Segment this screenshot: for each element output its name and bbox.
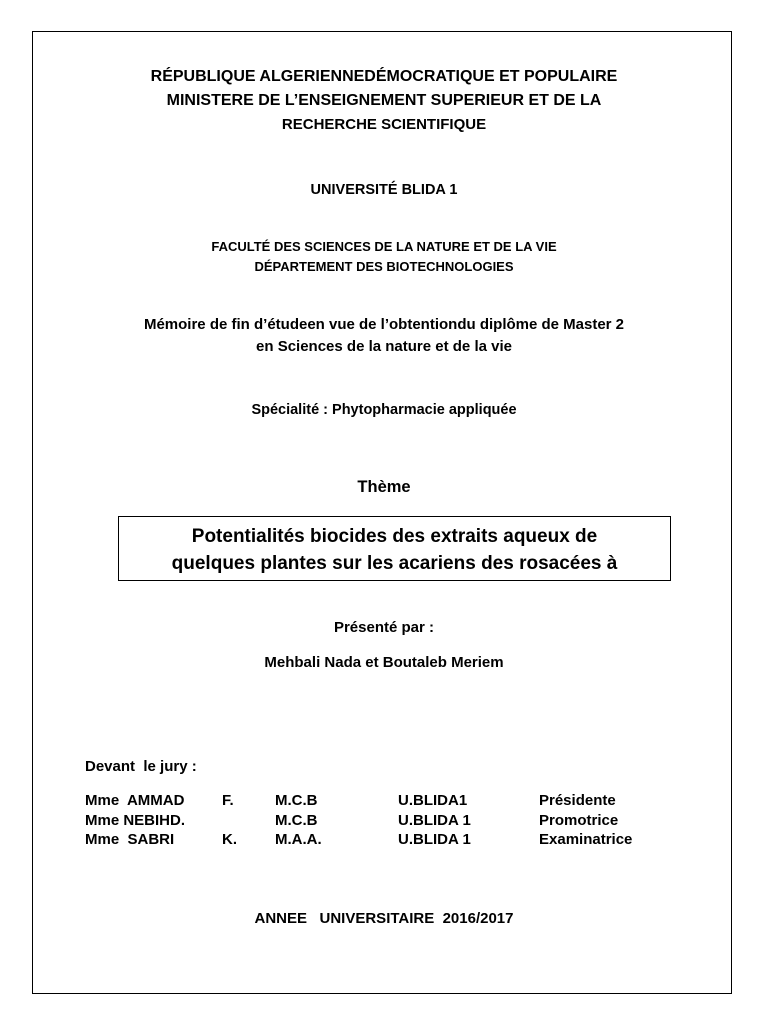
jury-member-row — [0, 831, 768, 851]
jury-member-row — [0, 812, 768, 832]
department-name: DÉPARTEMENT DES BIOTECHNOLOGIES — [254, 259, 514, 274]
jury-member-name: Mme AMMAD — [85, 792, 185, 809]
theme-title: Potentialités biocides des extraits aqueux de quelques plantes sur les acariens des rosacées à — [171, 526, 618, 574]
memoire-description-line1: Mémoire de fin d’étudeen vue de l’obtentiondu diplôme de Master 2 — [143, 316, 625, 333]
authors-names: Mehbali Nada et Boutaleb Meriem — [264, 654, 504, 671]
jury-member-initial: K. — [222, 831, 237, 848]
jury-member-grade: M.C.B — [275, 792, 318, 809]
jury-label: Devant le jury : — [85, 758, 197, 775]
university-name: UNIVERSITÉ BLIDA 1 — [310, 182, 458, 198]
presented-by-label: Présenté par : — [333, 619, 435, 636]
theme-title-box — [118, 516, 671, 581]
jury-member-institution: U.BLIDA 1 — [398, 831, 471, 848]
ministry-heading-line1: MINISTERE DE L’ENSEIGNEMENT SUPERIEUR ET DE LA — [166, 92, 602, 109]
republic-heading: RÉPUBLIQUE ALGERIENNEDÉMOCRATIQUE ET POPULAIRE — [150, 68, 618, 85]
faculty-name: FACULTÉ DES SCIENCES DE LA NATURE ET DE LA VIE — [211, 239, 557, 254]
jury-member-name: Mme NEBIHD. — [85, 812, 186, 829]
jury-member-initial: F. — [222, 792, 234, 809]
jury-member-role: Présidente — [539, 792, 616, 809]
jury-member-institution: U.BLIDA 1 — [398, 812, 471, 829]
theme-label: Thème — [357, 478, 411, 496]
jury-member-role: Promotrice — [539, 812, 619, 829]
jury-member-grade: M.C.B — [275, 812, 318, 829]
ministry-heading-line2: RECHERCHE SCIENTIFIQUE — [281, 116, 487, 133]
academic-year: ANNEE UNIVERSITAIRE 2016/2017 — [254, 910, 514, 927]
specialty-line: Spécialité : Phytopharmacie appliquée — [251, 402, 517, 418]
jury-member-role: Examinatrice — [539, 831, 633, 848]
jury-member-row — [0, 792, 768, 812]
jury-member-name: Mme SABRI — [85, 831, 175, 848]
jury-member-institution: U.BLIDA1 — [398, 792, 468, 809]
jury-member-grade: M.A.A. — [275, 831, 322, 848]
memoire-description-line2: en Sciences de la nature et de la vie — [256, 338, 512, 355]
